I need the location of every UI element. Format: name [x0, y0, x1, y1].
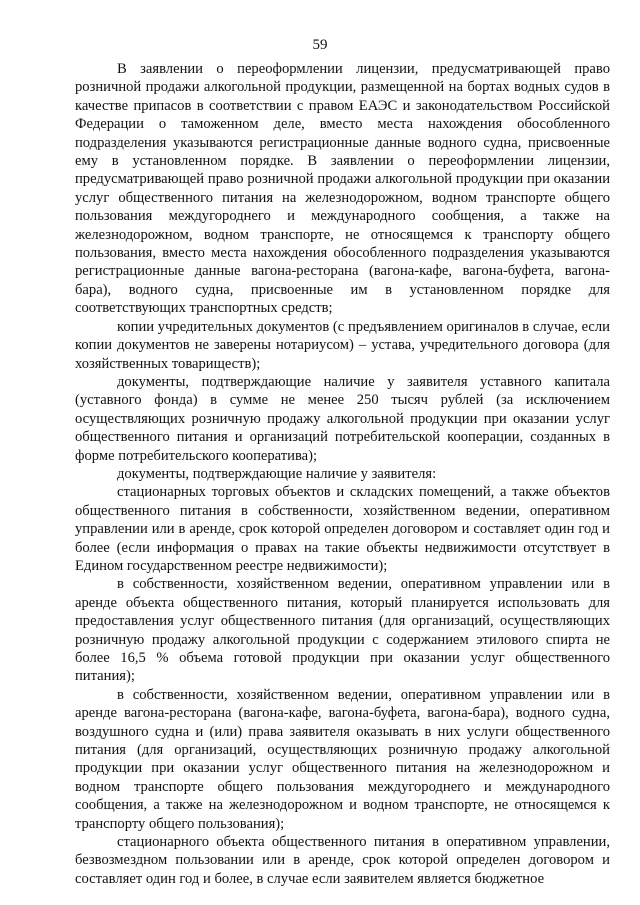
- paragraph: в собственности, хозяйственном ведении, оперативном управлении или в аренде вагона-ресторана (вагона-кафе, вагона-буфета, вагона-бара), водного судна, воздушного судна и (или) права заявителя оказывать в них услуги общественного питания (для организаций, осуществляющих розничную продажу алкогольной продукции при оказании услуг общественного питания на железнодорожном и водном транспорте общего пользования междугороднего и международного сообщения, а также на железнодорожном и водном транспорте, не относящемся к транспорту общего пользования);: [75, 686, 610, 832]
- paragraph: копии учредительных документов (с предъявлением оригиналов в случае, если копии документов не заверены нотариусом) – устава, учредительного договора (для хозяйственных товариществ);: [75, 318, 610, 372]
- paragraph: в собственности, хозяйственном ведении, оперативном управлении или в аренде объекта общественного питания, который планируется использовать для предоставления услуг общественного питания (для организаций, осуществляющих розничную продажу алкогольной продукции с содержанием этилового спирта не более 16,5 % объема готовой продукции при оказании услуг общественного питания);: [75, 576, 610, 685]
- page-number: 59: [312, 37, 328, 53]
- paragraph: стационарного объекта общественного питания в оперативном управлении, безвозмездном пользовании или в аренде, срок которой определен договором и составляет один год и более, в случае если заявителем является бюджетное: [75, 834, 610, 887]
- paragraph: стационарных торговых объектов и складских помещений, а также объектов общественного питания в собственности, хозяйственном ведении, оперативном управлении или в аренде, срок которой определен договором и составляет один год и более (если информация о правах на такие объекты недвижимости отсутствует в Едином государственном реестре недвижимости);: [75, 484, 610, 574]
- paragraph: В заявлении о переоформлении лицензии, предусматривающей право розничной продажи алкогольной продукции, размещенной на бортах водных судов в качестве припасов в соответствии с правом ЕАЭС и законодательством Российской Федерации о таможенном деле, вместо места нахождения обособленного подразделения указываются регистрационные данные водного судна, присвоенные ему в установленном порядке. В заявлении о переоформлении лицензии, предусматривающей право розничной продажи алкогольной продукции при оказании услуг общественного питания на железнодорожном, водном транспорте общего пользования междугороднего и международного сообщения, а также на железнодорожном, водном транспорте, не относящемся к транспорту общего пользования, вместо места нахождения обособленного подразделения указываются регистрационные данные вагона-ресторана (вагона-кафе, вагона-буфета, вагона-бара), водного судна, присвоенные им в установленном порядке для соответствующих транспортных средств;: [75, 61, 610, 317]
- paragraph: документы, подтверждающие наличие у заявителя:: [117, 465, 437, 482]
- paragraph: документы, подтверждающие наличие у заявителя уставного капитала (уставного фонда) в сумме не менее 250 тысяч рублей (за исключением осуществляющих розничную продажу алкогольной продукции при оказании услуг общественного питания и организаций потребительской кооперации, созданных в форме потребительского кооператива);: [75, 373, 610, 464]
- document-body: [75, 60, 610, 888]
